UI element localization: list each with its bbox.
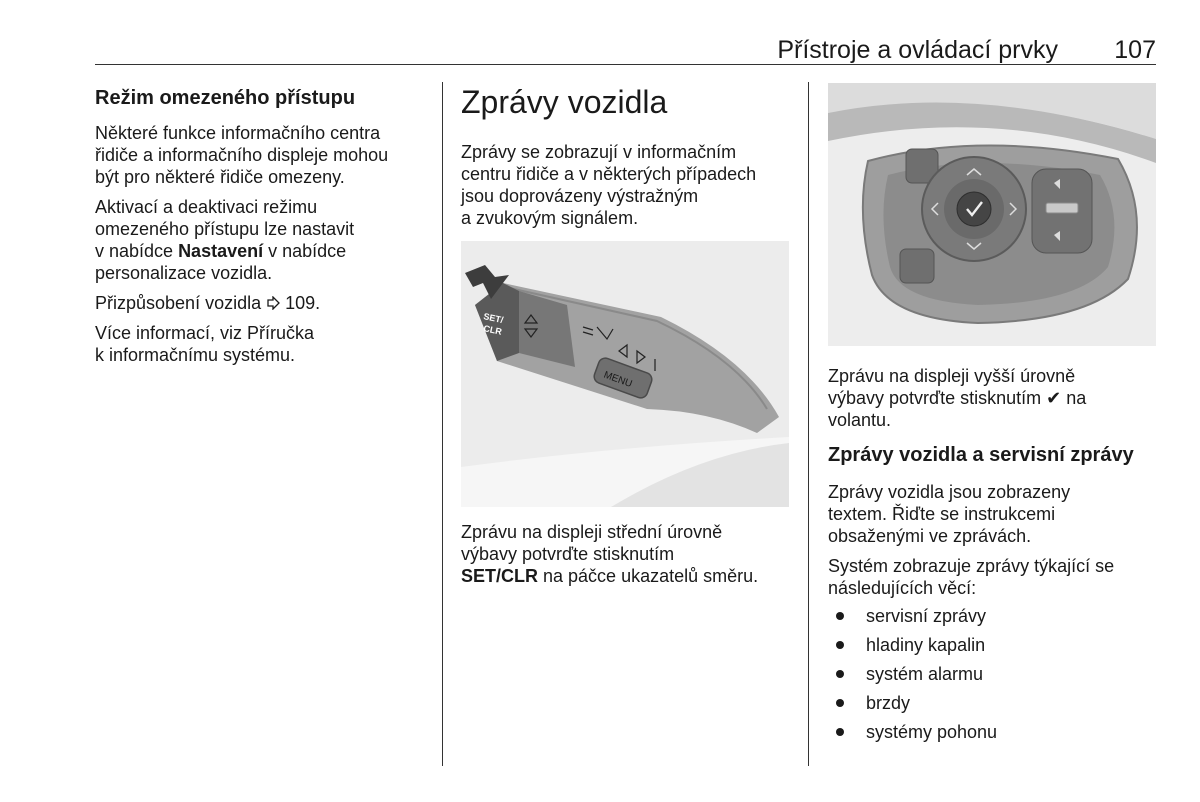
list-item: brzdy [828, 692, 1158, 714]
set-label: SET/ [482, 311, 505, 326]
turn-signal-lever-illustration [461, 241, 789, 507]
section-heading-service-messages: Zprávy vozidla a servisní zprávy [828, 444, 1134, 466]
caption-high-version [828, 365, 1158, 431]
text-line: Některé funkce informačního centra [95, 123, 381, 143]
paragraph-activation [95, 196, 435, 284]
text-line: výbavy potvrďte stisknutím ✔ na [828, 388, 1087, 408]
text-fragment: v nabídce [95, 241, 179, 261]
text-line: k informačnímu systému. [95, 345, 296, 365]
text-line: Systém zobrazuje zprávy týkající se [828, 556, 1115, 576]
reference-page-link[interactable]: 109. [285, 293, 321, 313]
paragraph-more-info [95, 322, 435, 366]
text-line: být pro některé řidiče omezeny. [95, 167, 345, 187]
text-line: Zprávu na displeji střední úrovně [461, 522, 723, 542]
list-item: systém alarmu [828, 663, 1158, 685]
text-line: Více informací, viz Příručka [95, 323, 315, 343]
section-title-vehicle-messages: Zprávy vozidla [461, 84, 668, 120]
paragraph-text-messages [828, 481, 1158, 547]
text-line: a zvukovým signálem. [461, 208, 639, 228]
text-line: volantu. [828, 410, 892, 430]
column-divider-right [808, 82, 809, 766]
page-reference-arrow-icon [266, 296, 280, 310]
volume-thumbwheel [1046, 203, 1078, 213]
middle-column [461, 83, 796, 595]
menu-button-label: MENU [602, 369, 634, 391]
text-line: Zprávy se zobrazují v informačním [461, 142, 737, 162]
settings-menu-term: Nastavení [178, 241, 264, 261]
section-heading-restricted-mode: Režim omezeného přístupu [95, 87, 356, 109]
list-item: systémy pohonu [828, 721, 1158, 743]
text-line: textem. Řiďte se instrukcemi [828, 504, 1056, 524]
list-item: hladiny kapalin [828, 634, 1158, 656]
text-fragment: na páčce ukazatelů směru. [538, 566, 759, 586]
text-fragment: v nabídce [263, 241, 347, 261]
text-line: centru řidiče a v některých případech [461, 164, 757, 184]
text-line: řidiče a informačního displeje mohou [95, 145, 389, 165]
set-clr-term: SET/CLR [461, 566, 539, 586]
text-line: omezeného přístupu lze nastavit [95, 219, 355, 239]
text-line: jsou doprovázeny výstražným [461, 186, 699, 206]
left-column [95, 86, 435, 374]
paragraph-topics [828, 555, 1158, 599]
text-line: personalizace vozidla. [95, 263, 273, 283]
column-divider-left [442, 82, 443, 766]
text-line: Aktivací a deaktivaci režimu [95, 197, 318, 217]
right-column [828, 83, 1158, 750]
text-line: následujících věcí: [828, 578, 977, 598]
text-line: obsaženými ve zprávách. [828, 526, 1032, 546]
clr-label: CLR [482, 323, 503, 337]
paragraph-cross-reference [95, 292, 435, 314]
paragraph-restricted-functions [95, 122, 435, 188]
lower-left-button [900, 249, 934, 283]
text-line: Zprávy vozidla jsou zobrazeny [828, 482, 1071, 502]
running-header-title: Přístroje a ovládací prvky [777, 36, 1058, 64]
header-rule [95, 64, 1156, 65]
text-line [461, 565, 796, 587]
paragraph-intro [461, 141, 796, 229]
caption-middle-version [461, 521, 796, 587]
steering-wheel-controls-illustration [828, 83, 1156, 346]
reference-text: Přizpůsobení vozidla [95, 293, 262, 313]
message-topics-list [828, 605, 1158, 743]
text-line [95, 240, 435, 262]
list-item: servisní zprávy [828, 605, 1158, 627]
page-number: 107 [1114, 36, 1156, 64]
text-line: Zprávu na displeji vyšší úrovně [828, 366, 1076, 386]
text-line: výbavy potvrďte stisknutím [461, 544, 675, 564]
ok-button [957, 192, 991, 226]
